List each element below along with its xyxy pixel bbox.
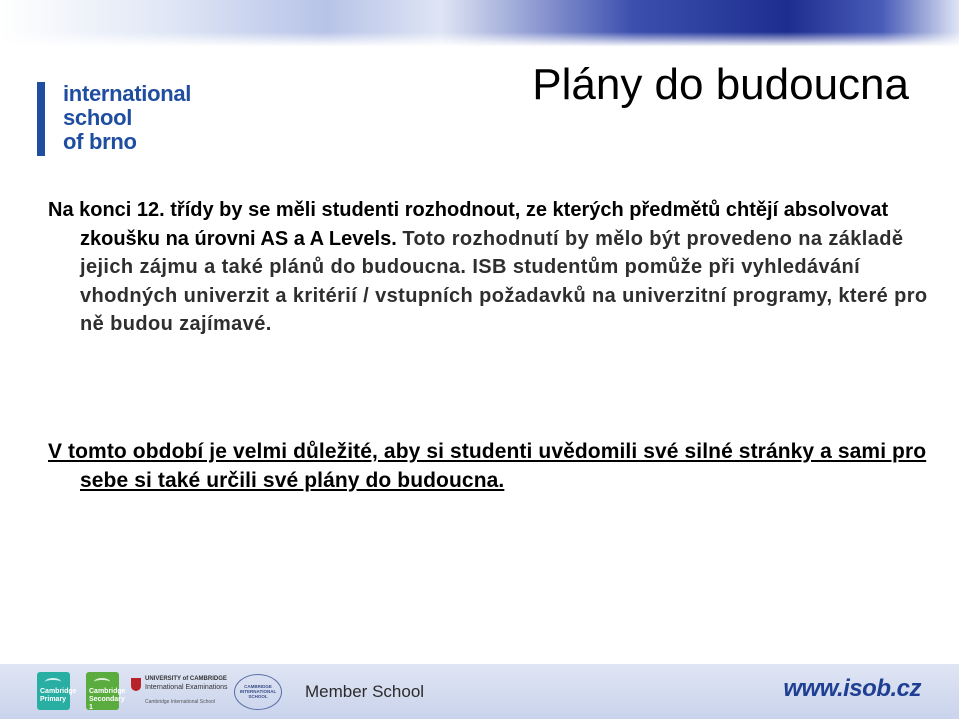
intro-paragraph-lead: Na konci 12. třídy by se měli studenti rozhodnout, ze kterých předmětů chtějí absolvovat zkoušku na úrovni AS a A Levels. <box>48 199 889 250</box>
logo-accent-bar <box>37 82 45 156</box>
website-link[interactable]: www.isob.cz <box>783 675 921 702</box>
member-school-label: Member School <box>305 682 425 701</box>
logo-line-2: school <box>63 105 133 130</box>
intro-paragraph <box>48 196 950 339</box>
cambridge-crest-icon <box>131 678 141 691</box>
page-title: Plány do budoucna <box>532 60 909 109</box>
cambridge-university-logo: UNIVERSITY of CAMBRIDGE International Examinations Cambridge International School <box>131 674 227 710</box>
intro-paragraph-rest: Toto rozhodnutí by mělo být provedeno na základě jejich zájmu a také plánů do budoucna. ISB studentům pomůže při vyhledávání vhodných univerzit a kritérií / vstupních požadavků na univerzitní programy, které pro ně budou zajímavé. <box>80 227 928 336</box>
cambridge-primary-badge: Cambridge Primary <box>37 672 70 710</box>
cambridge-secondary-badge: Cambridge Secondary 1 <box>86 672 119 710</box>
logo-wordmark <box>63 82 191 154</box>
logo-line-1: international <box>63 81 192 106</box>
header-gradient-band <box>0 0 959 46</box>
emphasis-paragraph: V tomto období je velmi důležité, aby si studenti uvědomili své silné stránky a sami pro sebe si také určili své plány do budoucna. <box>48 440 927 492</box>
isb-logo <box>37 82 227 158</box>
logo-line-3: of brno <box>63 129 137 154</box>
footer-bar <box>0 664 959 719</box>
cambridge-school-seal-icon: CAMBRIDGE INTERNATIONAL SCHOOL <box>234 674 282 710</box>
